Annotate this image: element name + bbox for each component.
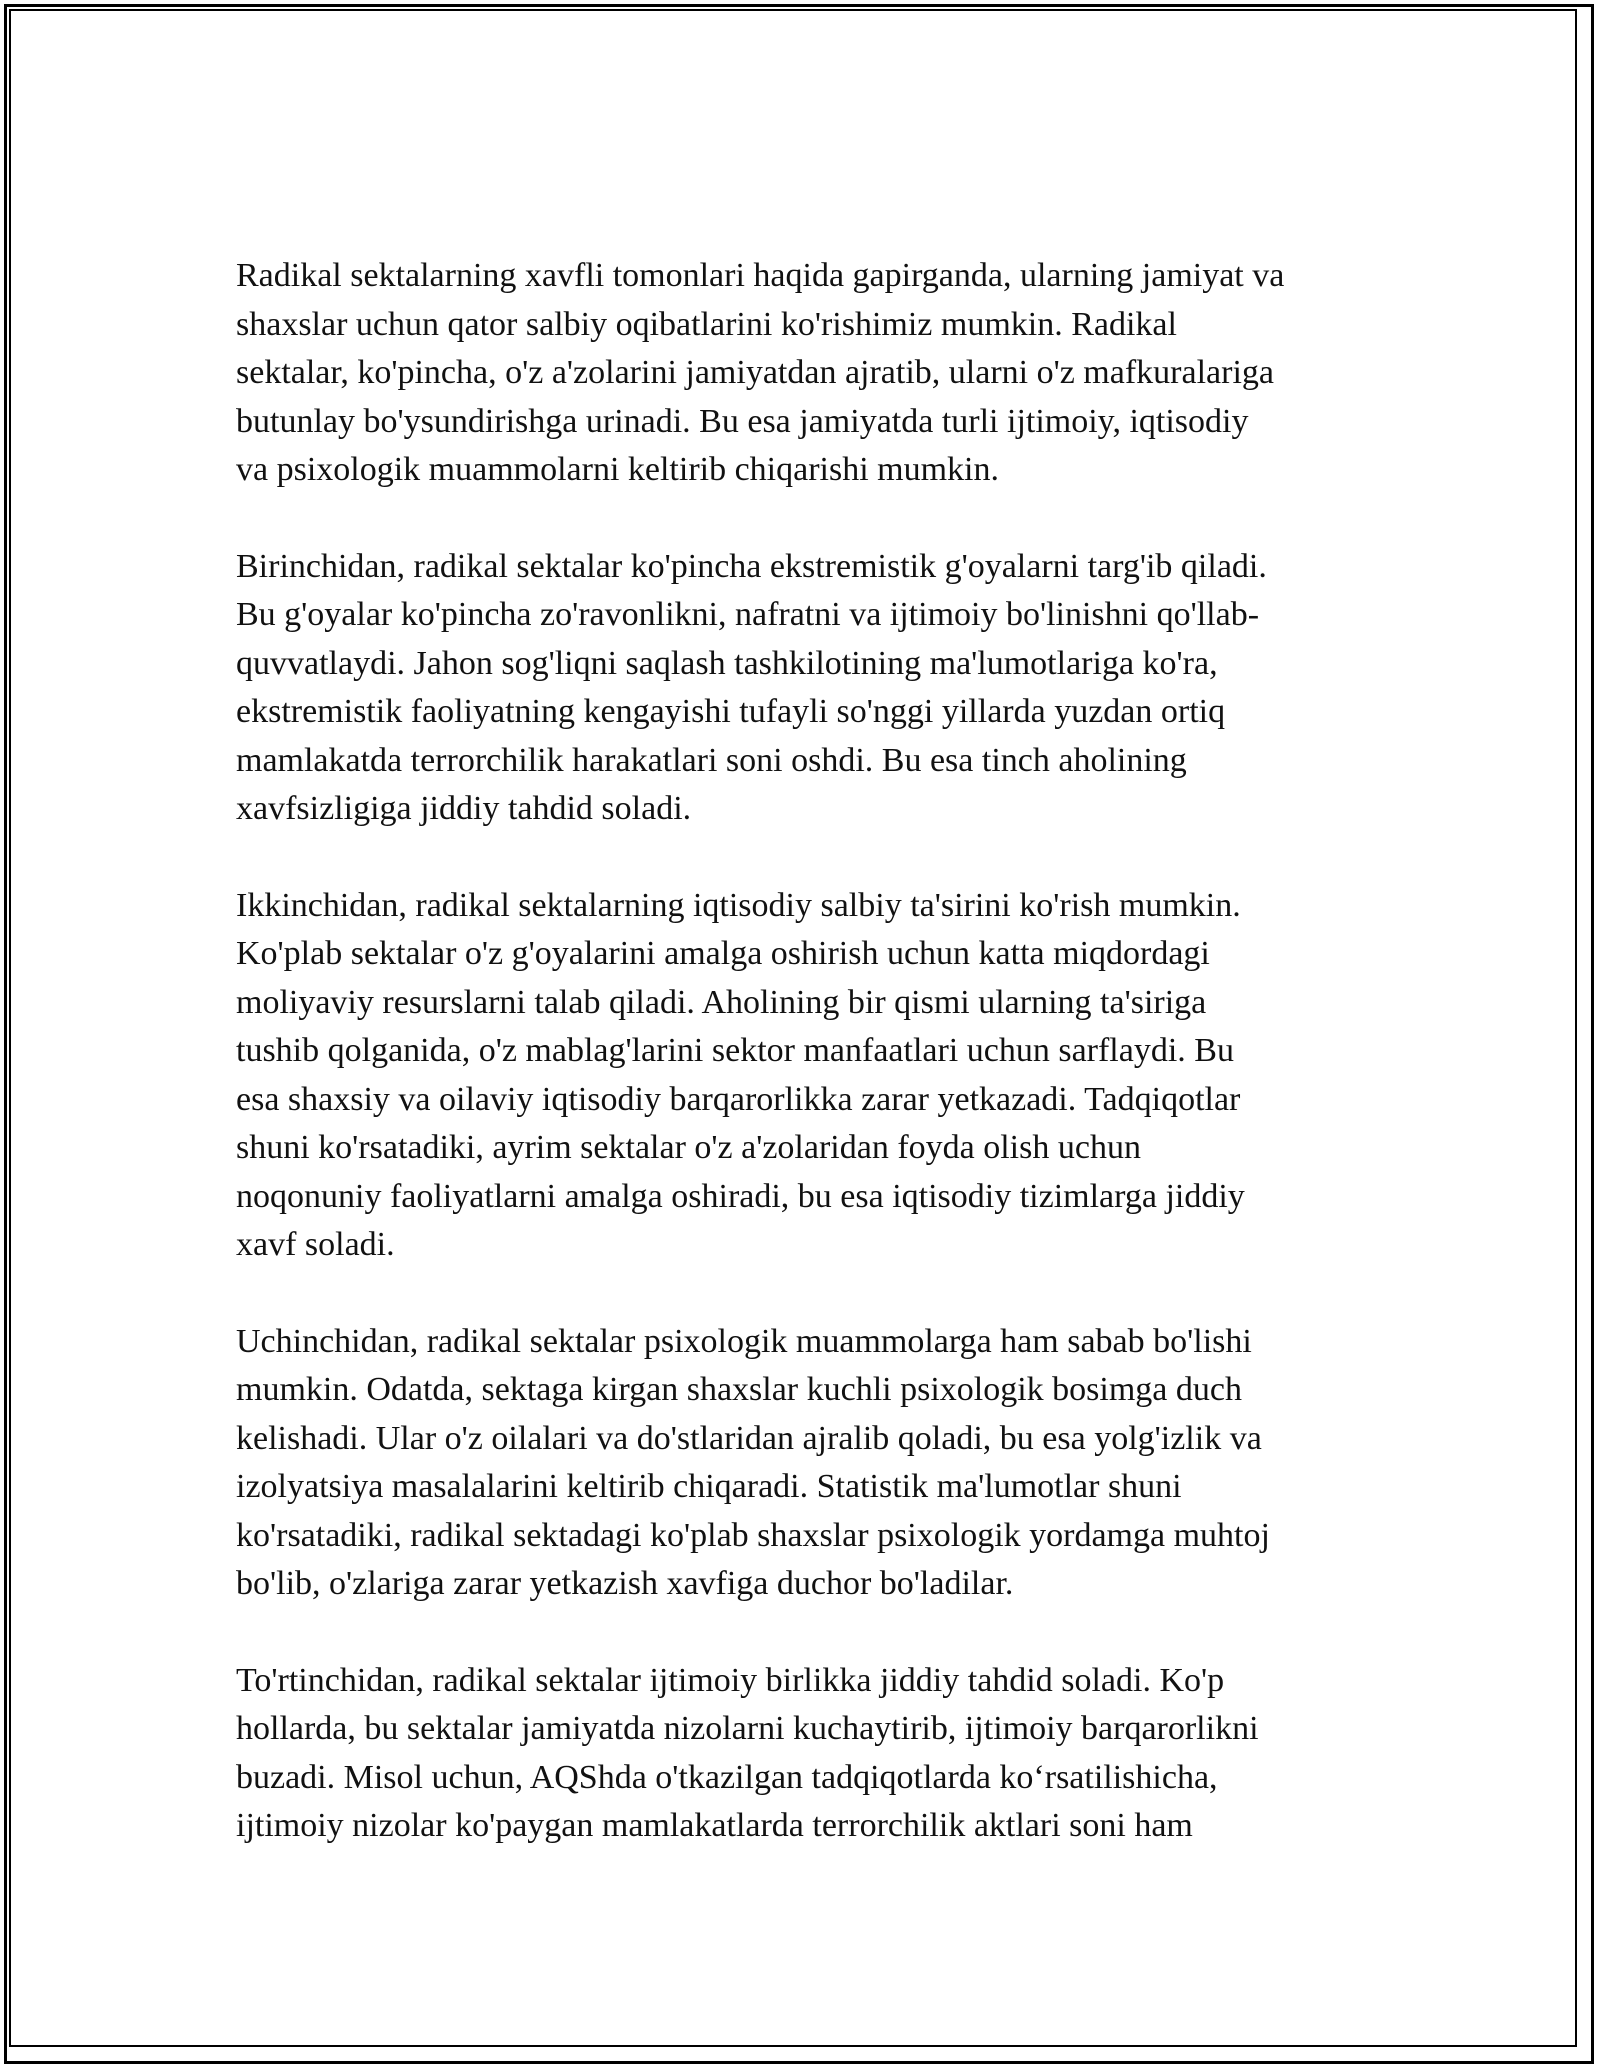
text-line: ko'rsatadiki, radikal sektadagi ko'plab shaxslar psixologik yordamga muhtoj [236, 1516, 1270, 1554]
text-line: sektalar, ko'pincha, o'z a'zolarini jamiyatdan ajratib, ularni o'z mafkuralariga [236, 354, 1274, 391]
text-line: mumkin. Odatda, sektaga kirgan shaxslar kuchli psixologik bosimga duch [236, 1371, 1242, 1408]
text-line: shaxslar uchun qator salbiy oqibatlarini ko'rishimiz mumkin. Radikal [236, 305, 1177, 343]
text-line: Ikkinchidan, radikal sektalarning iqtisodiy salbiy ta'sirini ko'rish mumkin. [236, 886, 1241, 924]
text-line: ijtimoiy nizolar ko'paygan mamlakatlarda terrorchilik aktlari soni ham [236, 1807, 1193, 1844]
document-body [236, 252, 1386, 1899]
paragraph-first [236, 543, 1386, 834]
text-line: hollarda, bu sektalar jamiyatda nizolarni kuchaytirib, ijtimoiy barqarorlikni [236, 1710, 1259, 1747]
text-line: xavfsizligiga jiddiy tahdid soladi. [236, 790, 692, 827]
text-line: Radikal sektalarning xavfli tomonlari haqida gapirganda, ularning jamiyat va [236, 257, 1285, 294]
text-line: va psixologik muammolarni keltirib chiqarishi mumkin. [236, 451, 1000, 488]
text-line: esa shaxsiy va oilaviy iqtisodiy barqarorlikka zarar yetkazadi. Tadqiqotlar [236, 1080, 1241, 1118]
text-line: kelishadi. Ular o'z oilalari va do'stlaridan ajralib qoladi, bu esa yolg'izlik va [236, 1419, 1262, 1457]
text-line: butunlay bo'ysundirishga urinadi. Bu esa jamiyatda turli ijtimoiy, iqtisodiy [236, 402, 1249, 440]
text-line: izolyatsiya masalalarini keltirib chiqaradi. Statistik ma'lumotlar shuni [236, 1468, 1182, 1505]
text-line: Bu g'oyalar ko'pincha zo'ravonlikni, nafratni va ijtimoiy bo'linishni qo'llab- [236, 596, 1260, 633]
text-line: Uchinchidan, radikal sektalar psixologik muammolarga ham sabab bo'lishi [236, 1322, 1252, 1360]
paragraph-third [236, 1318, 1386, 1609]
paragraph-second [236, 882, 1386, 1270]
text-line: mamlakatda terrorchilik harakatlari soni oshdi. Bu esa tinch aholining [236, 741, 1187, 779]
text-line: noqonuniy faoliyatlarni amalga oshiradi, bu esa iqtisodiy tizimlarga jiddiy [236, 1177, 1245, 1215]
text-line: buzadi. Misol uchun, AQShda o'tkazilgan tadqiqotlarda ko‘rsatilishicha, [236, 1758, 1218, 1796]
text-line: tushib qolganida, o'z mablag'larini sektor manfaatlari uchun sarflaydi. Bu [236, 1032, 1234, 1069]
paragraph-fourth [236, 1657, 1386, 1851]
text-line: moliyaviy resurslarni talab qiladi. Aholining bir qismi ularning ta'siriga [236, 983, 1207, 1021]
text-line: shuni ko'rsatadiki, ayrim sektalar o'z a'zolaridan foyda olish uchun [236, 1129, 1141, 1166]
text-line: xavf soladi. [236, 1226, 395, 1263]
text-line: Birinchidan, radikal sektalar ko'pincha ekstremistik g'oyalarni targ'ib qiladi. [236, 547, 1267, 585]
text-line: ekstremistik faoliyatning kengayishi tufayli so'nggi yillarda yuzdan ortiq [236, 693, 1226, 730]
text-line: To'rtinchidan, radikal sektalar ijtimoiy birlikka jiddiy tahdid soladi. Ko'p [236, 1661, 1225, 1699]
text-line: bo'lib, o'zlariga zarar yetkazish xavfiga duchor bo'ladilar. [236, 1565, 1014, 1602]
paragraph-intro [236, 252, 1386, 495]
text-line: quvvatlaydi. Jahon sog'liqni saqlash tashkilotining ma'lumotlariga ko'ra, [236, 644, 1218, 682]
text-line: Ko'plab sektalar o'z g'oyalarini amalga oshirish uchun katta miqdordagi [236, 935, 1210, 972]
